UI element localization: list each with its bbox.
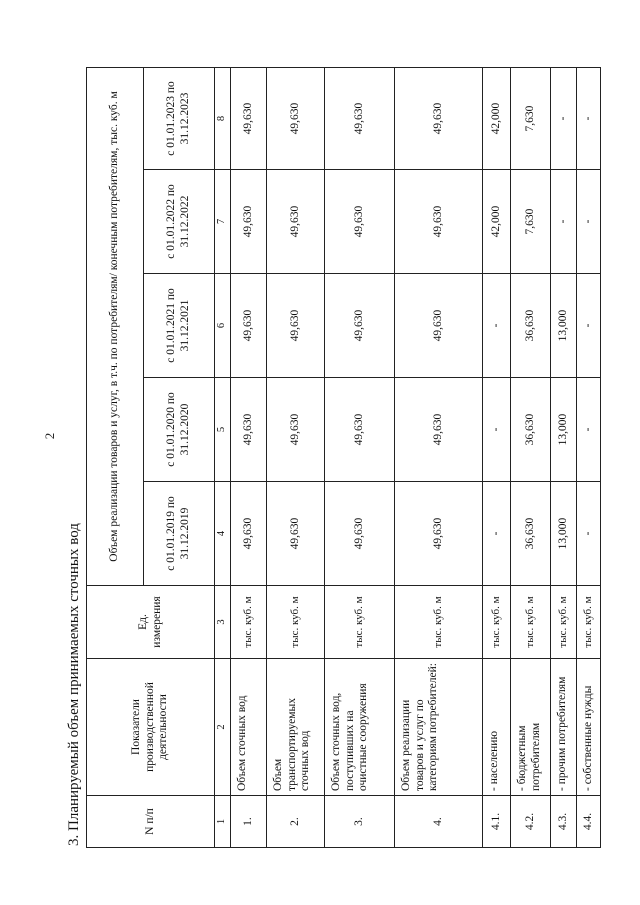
row-value: 49,630 <box>231 378 267 482</box>
row-number: 3. <box>325 796 395 848</box>
row-value: 49,630 <box>231 170 267 274</box>
row-value: 7,630 <box>511 170 551 274</box>
row-value: 7,630 <box>511 67 551 169</box>
row-value: 49,630 <box>325 378 395 482</box>
wastewater-volume-table <box>86 67 601 848</box>
row-indicator: - прочим потребителям <box>551 659 577 796</box>
row-value: 49,630 <box>267 170 325 274</box>
row-value: 49,630 <box>395 378 483 482</box>
table-row <box>577 67 601 847</box>
row-value: - <box>577 378 601 482</box>
row-value: - <box>551 67 577 169</box>
column-index: 2 <box>215 659 231 796</box>
row-value: 49,630 <box>231 274 267 378</box>
row-number: 1. <box>231 796 267 848</box>
column-index: 8 <box>215 67 231 169</box>
row-unit: тыс. куб. м <box>325 586 395 659</box>
column-index: 4 <box>215 482 231 586</box>
row-indicator: - собственные нужды <box>577 659 601 796</box>
row-value: - <box>577 170 601 274</box>
column-index: 1 <box>215 796 231 848</box>
row-value: 49,630 <box>395 170 483 274</box>
row-value: 36,630 <box>511 274 551 378</box>
row-unit: тыс. куб. м <box>551 586 577 659</box>
rotated-content <box>62 58 595 848</box>
row-number: 4.2. <box>511 796 551 848</box>
table-row <box>395 67 483 847</box>
row-value: - <box>577 67 601 169</box>
row-value: - <box>483 378 511 482</box>
row-value: 49,630 <box>231 67 267 169</box>
row-indicator: Объем сточных вод <box>231 659 267 796</box>
column-index: 7 <box>215 170 231 274</box>
row-value: 36,630 <box>511 378 551 482</box>
row-value: 49,630 <box>395 274 483 378</box>
table-row <box>483 67 511 847</box>
row-value: 42,000 <box>483 67 511 169</box>
row-number: 4.3. <box>551 796 577 848</box>
table-row <box>551 67 577 847</box>
row-unit: тыс. куб. м <box>231 586 267 659</box>
header-volume-group: Объем реализации товаров и услуг, в т.ч. по потребителям/ конечным потребителям, тыс. куб. м <box>87 67 144 585</box>
column-index: 6 <box>215 274 231 378</box>
header-num: N п/п <box>87 796 215 848</box>
row-number: 2. <box>267 796 325 848</box>
row-value: 13,000 <box>551 274 577 378</box>
row-value: 49,630 <box>395 482 483 586</box>
row-value: 49,630 <box>231 482 267 586</box>
header-period: с 01.01.2023 по 31.12.2023 <box>144 67 215 169</box>
row-value: - <box>577 274 601 378</box>
row-number: 4. <box>395 796 483 848</box>
header-period: с 01.01.2021 по 31.12.2021 <box>144 274 215 378</box>
header-period: с 01.01.2019 по 31.12.2019 <box>144 482 215 586</box>
row-unit: тыс. куб. м <box>577 586 601 659</box>
header-period: с 01.01.2020 по 31.12.2020 <box>144 378 215 482</box>
row-value: 49,630 <box>267 378 325 482</box>
row-indicator: - населению <box>483 659 511 796</box>
row-value: 13,000 <box>551 378 577 482</box>
column-index: 5 <box>215 378 231 482</box>
row-value: 42,000 <box>483 170 511 274</box>
page-number: 2 <box>42 432 57 440</box>
table-row <box>511 67 551 847</box>
row-unit: тыс. куб. м <box>511 586 551 659</box>
row-value: 36,630 <box>511 482 551 586</box>
row-value: 49,630 <box>325 67 395 169</box>
header-period: с 01.01.2022 по 31.12.2022 <box>144 170 215 274</box>
row-value: - <box>483 274 511 378</box>
row-value: 49,630 <box>325 482 395 586</box>
row-indicator: Объем транспортируемых сточных вод <box>267 659 325 796</box>
row-value: 13,000 <box>551 482 577 586</box>
table-row <box>267 67 325 847</box>
row-value: - <box>577 482 601 586</box>
table-row <box>325 67 395 847</box>
header-unit: Ед. измерения <box>87 586 215 659</box>
row-unit: тыс. куб. м <box>267 586 325 659</box>
table-body <box>231 67 601 847</box>
row-indicator: - бюджетным потребителям <box>511 659 551 796</box>
table-row <box>231 67 267 847</box>
row-number: 4.4. <box>577 796 601 848</box>
section-title: 3. Планируемый объем принимаемых сточных вод <box>66 523 82 846</box>
header-indicator: Показатели производственной деятельности <box>87 659 215 796</box>
row-number: 4.1. <box>483 796 511 848</box>
row-value: - <box>551 170 577 274</box>
column-index-row <box>215 67 231 847</box>
row-indicator: Объем сточных вод, поступивших на очистные сооружения <box>325 659 395 796</box>
row-value: 49,630 <box>325 170 395 274</box>
row-value: 49,630 <box>267 274 325 378</box>
row-unit: тыс. куб. м <box>483 586 511 659</box>
row-value: 49,630 <box>395 67 483 169</box>
row-value: 49,630 <box>267 67 325 169</box>
row-value: 49,630 <box>267 482 325 586</box>
column-index: 3 <box>215 586 231 659</box>
row-value: - <box>483 482 511 586</box>
row-value: 49,630 <box>325 274 395 378</box>
row-indicator: Объем реализации товаров и услуг по категориям потребителей: <box>395 659 483 796</box>
row-unit: тыс. куб. м <box>395 586 483 659</box>
